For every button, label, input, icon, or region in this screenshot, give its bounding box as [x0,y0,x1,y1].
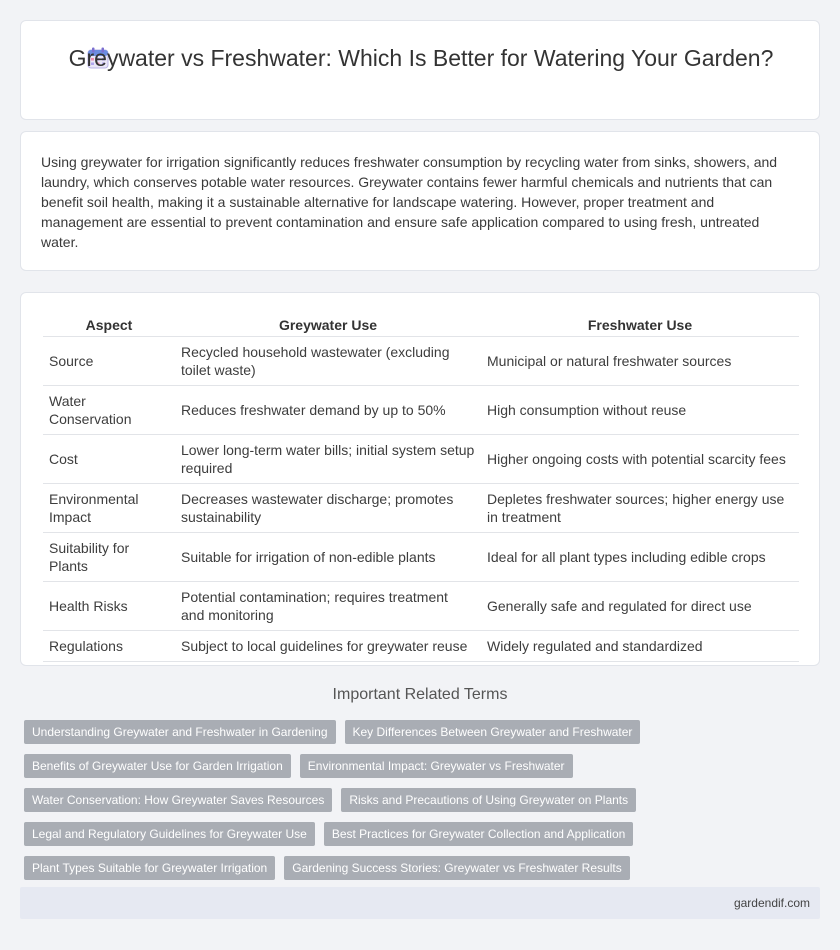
table-cell: Decreases wastewater discharge; promotes sustainability [175,484,481,533]
related-term-tag[interactable]: Benefits of Greywater Use for Garden Irrigation [24,754,291,778]
tag-row [24,754,824,778]
tag-row [24,788,824,812]
related-term-tag[interactable]: Water Conservation: How Greywater Saves Resources [24,788,332,812]
table-row [43,582,799,631]
related-term-tag[interactable]: Legal and Regulatory Guidelines for Greywater Use [24,822,315,846]
table-row [43,435,799,484]
related-term-tag[interactable]: Environmental Impact: Greywater vs Freshwater [300,754,573,778]
table-row [43,533,799,582]
footer-site-link[interactable]: gardendif.com [733,896,810,910]
table-cell: Ideal for all plant types including edible crops [481,533,799,582]
comparison-table [43,313,799,662]
related-term-tag[interactable]: Understanding Greywater and Freshwater in Gardening [24,720,336,744]
table-cell: Municipal or natural freshwater sources [481,337,799,386]
related-term-tag[interactable]: Plant Types Suitable for Greywater Irrigation [24,856,275,880]
table-cell: Cost [43,435,175,484]
table-header-row [43,313,799,337]
tag-row [24,720,824,744]
table-cell: Lower long-term water bills; initial system setup required [175,435,481,484]
table-cell: Health Risks [43,582,175,631]
column-header-greywater: Greywater Use [175,313,481,337]
table-row [43,484,799,533]
related-term-tag[interactable]: Best Practices for Greywater Collection and Application [324,822,633,846]
related-term-tag[interactable]: Gardening Success Stories: Greywater vs Freshwater Results [284,856,629,880]
table-cell: High consumption without reuse [481,386,799,435]
tag-row [24,856,824,880]
table-cell: Widely regulated and standardized [481,631,799,662]
footer [20,887,820,919]
intro-paragraph: Using greywater for irrigation significantly reduces freshwater consumption by recycling water from sinks, showers, and laundry, which conserves potable water resources. Greywater contains fewer harmful chemicals and nutrients that can benefit soil health, making it a sustainable alternative for landscape watering. However, proper treatment and management are essential to prevent contamination and ensure safe application compared to using fresh, untreated water. [41,154,778,250]
comparison-table-card [20,292,820,666]
tag-row [24,822,824,846]
header-card [20,20,820,120]
column-header-freshwater: Freshwater Use [481,313,799,337]
table-cell: Water Conservation [43,386,175,435]
table-cell: Potential contamination; requires treatment and monitoring [175,582,481,631]
table-row [43,631,799,662]
table-cell: Subject to local guidelines for greywater reuse [175,631,481,662]
related-terms-heading: Important Related Terms [332,686,508,703]
table-cell: Regulations [43,631,175,662]
related-term-tag[interactable]: Key Differences Between Greywater and Freshwater [345,720,641,744]
page-title: Greywater vs Freshwater: Which Is Better for Watering Your Garden? [68,45,774,71]
column-header-aspect: Aspect [43,313,175,337]
intro-card [20,131,820,271]
table-cell: Reduces freshwater demand by up to 50% [175,386,481,435]
table-cell: Recycled household wastewater (excluding toilet waste) [175,337,481,386]
table-cell: Source [43,337,175,386]
related-terms-list [24,720,824,890]
table-cell: Environmental Impact [43,484,175,533]
table-cell: Suitable for irrigation of non-edible plants [175,533,481,582]
table-cell: Higher ongoing costs with potential scarcity fees [481,435,799,484]
related-term-tag[interactable]: Risks and Precautions of Using Greywater on Plants [341,788,636,812]
table-cell: Depletes freshwater sources; higher energy use in treatment [481,484,799,533]
table-cell: Generally safe and regulated for direct use [481,582,799,631]
table-cell: Suitability for Plants [43,533,175,582]
table-row [43,337,799,386]
table-row [43,386,799,435]
